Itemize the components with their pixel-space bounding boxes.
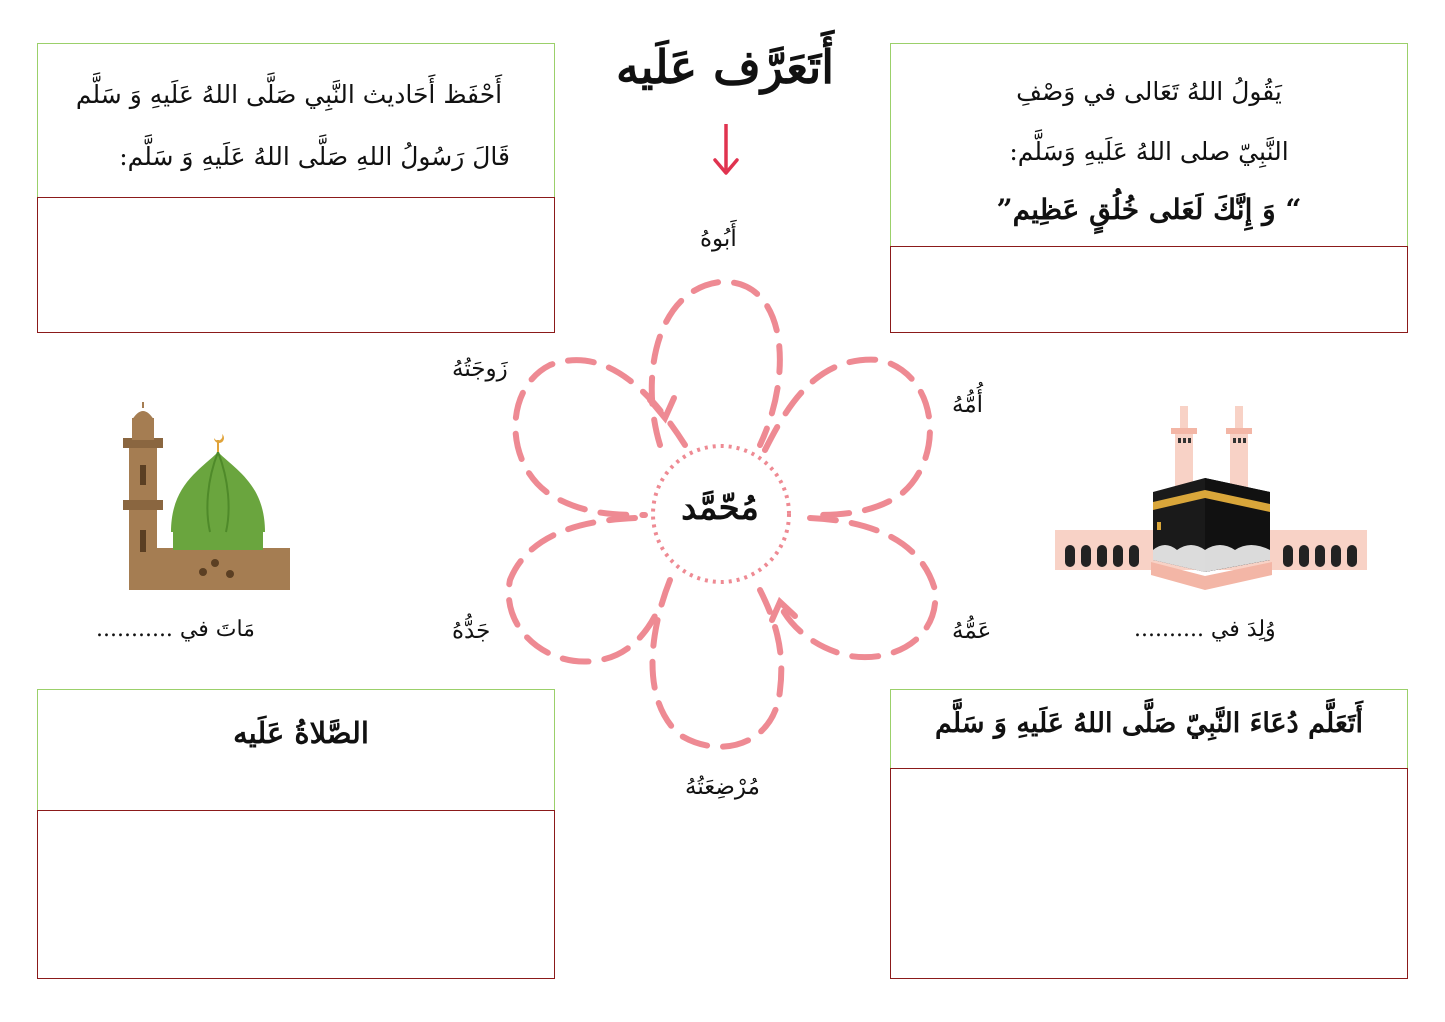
petal-top — [652, 282, 780, 445]
verse-intro-line-1: يَقُولُ اللهُ تَعَالى في وَصْفِ — [1016, 77, 1282, 106]
salat-answer-area[interactable] — [37, 810, 555, 979]
label-father: أَبُوهُ — [700, 226, 737, 252]
kaaba-illustration — [1055, 400, 1367, 595]
center-name: مُحّمَّد — [681, 488, 759, 528]
died-in-line: مَاتَ في ........... — [96, 617, 255, 642]
label-grandfather: جَدُّهُ — [452, 618, 491, 644]
petal-bottom-left — [509, 518, 660, 662]
verse-intro-line-2: النَّبِيّ صلى اللهُ عَلَيهِ وَسَلَّم: — [1009, 137, 1289, 166]
mosque-illustration — [115, 400, 295, 595]
born-in-line: وُلِدَ في .......... — [1134, 617, 1276, 642]
page-title: أَتَعَرَّف عَلَيه — [615, 40, 835, 94]
label-uncle: عَمُّهُ — [952, 618, 992, 644]
quran-verse-answer-area[interactable] — [890, 246, 1408, 333]
dua-box-header — [890, 689, 1408, 770]
salat-heading: الصَّلاةُ عَلَيه — [233, 716, 369, 750]
label-mother: أُمُّهُ — [952, 392, 984, 418]
down-arrow-icon — [706, 122, 746, 180]
hadith-box-header — [37, 43, 555, 198]
hadith-line-2: قَالَ رَسُولُ اللهِ صَلَّى اللهُ عَلَيهِ وَ سَلَّم: — [119, 142, 510, 171]
petal-bottom-right — [780, 518, 935, 657]
quran-verse-box-header — [890, 43, 1408, 248]
hadith-answer-area[interactable] — [37, 197, 555, 333]
label-wet-nurse: مُرْضِعَتُهُ — [685, 774, 760, 800]
dua-heading: أَتَعَلَّم دُعَاءَ النَّبِيّ صَلَّى اللهُ عَلَيهِ وَ سَلَّم — [934, 708, 1364, 739]
label-wife: زَوجَتُهُ — [452, 356, 508, 382]
salat-box-header — [37, 689, 555, 811]
hadith-line-1: أَحْفَظ أَحَاديث النَّبِي صَلَّى اللهُ عَلَيهِ وَ سَلَّم — [75, 80, 503, 109]
petal-bottom — [653, 580, 782, 747]
quran-verse: “ وَ إِنَّكَ لَعَلى خُلُقٍ عَظِيم” — [996, 193, 1302, 226]
dua-answer-area[interactable] — [890, 768, 1408, 979]
